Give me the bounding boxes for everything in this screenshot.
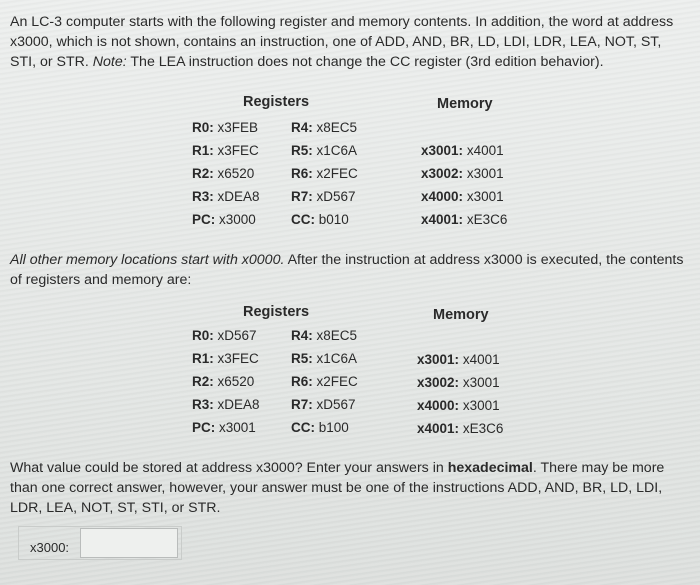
note-label: Note: (92, 54, 127, 70)
register-row: R6: x2FEC (291, 166, 358, 181)
register-row: R2: x6520 (192, 374, 255, 389)
register-row: PC: x3001 (192, 420, 256, 435)
registers-heading: Registers (243, 94, 310, 110)
memory-heading: Memory (437, 96, 493, 112)
answer-input[interactable] (80, 528, 178, 558)
register-row: R3: xDEA8 (192, 189, 260, 204)
question-bold: hexadecimal (447, 460, 533, 476)
middle-italic: All other memory locations start with x0000. (10, 252, 285, 268)
register-row: R2: x6520 (192, 166, 255, 181)
memory-row: x3002: x3001 (421, 166, 504, 181)
register-row: CC: b010 (291, 212, 349, 227)
register-row: PC: x3000 (192, 212, 256, 227)
memory-heading: Memory (433, 307, 489, 323)
register-row: R1: x3FEC (192, 351, 259, 366)
register-row: R5: x1C6A (291, 143, 358, 158)
memory-row: x4001: xE3C6 (421, 212, 508, 227)
registers-heading: Registers (243, 304, 310, 320)
register-row: R6: x2FEC (291, 374, 358, 389)
question-text-b: . There may be more than one correct answer, however, your answer must be one of the instructions ADD, AND, BR, LD, LDI, LDR, LEA, NOT, ST, STI, or STR. (10, 460, 665, 516)
intro-paragraph (10, 12, 686, 72)
question-paragraph (10, 458, 670, 518)
memory-row: x3001: x4001 (421, 143, 504, 158)
memory-row: x3001: x4001 (417, 352, 500, 367)
register-row: R0: xD567 (192, 328, 257, 343)
register-row: R7: xD567 (291, 397, 356, 412)
register-row: R1: x3FEC (192, 143, 259, 158)
middle-text: After the instruction at address x3000 is executed, the contents of registers and memory are: (10, 252, 684, 288)
question-text-a: What value could be stored at address x3000? Enter your answers in (10, 460, 448, 476)
register-row: R3: xDEA8 (192, 397, 260, 412)
register-row: R0: x3FEB (192, 120, 259, 135)
answer-label: x3000: (30, 540, 70, 555)
register-row: R4: x8EC5 (291, 328, 358, 343)
memory-row: x4000: x3001 (421, 189, 504, 204)
note-text: The LEA instruction does not change the CC register (3rd edition behavior). (126, 54, 604, 70)
register-row: R4: x8EC5 (291, 120, 358, 135)
register-row: CC: b100 (291, 420, 349, 435)
memory-row: x4001: xE3C6 (417, 421, 504, 436)
memory-row: x4000: x3001 (417, 398, 500, 413)
intro-text: An LC-3 computer starts with the following register and memory contents. In addition, the word at address x3000, which is not shown, contains an instruction, one of ADD, AND, BR, LD, LDI, LDR, LEA, NOT, ST, STI, or STR. (10, 14, 674, 70)
register-row: R5: x1C6A (291, 351, 358, 366)
register-row: R7: xD567 (291, 189, 356, 204)
middle-paragraph (10, 250, 690, 290)
memory-row: x3002: x3001 (417, 375, 500, 390)
